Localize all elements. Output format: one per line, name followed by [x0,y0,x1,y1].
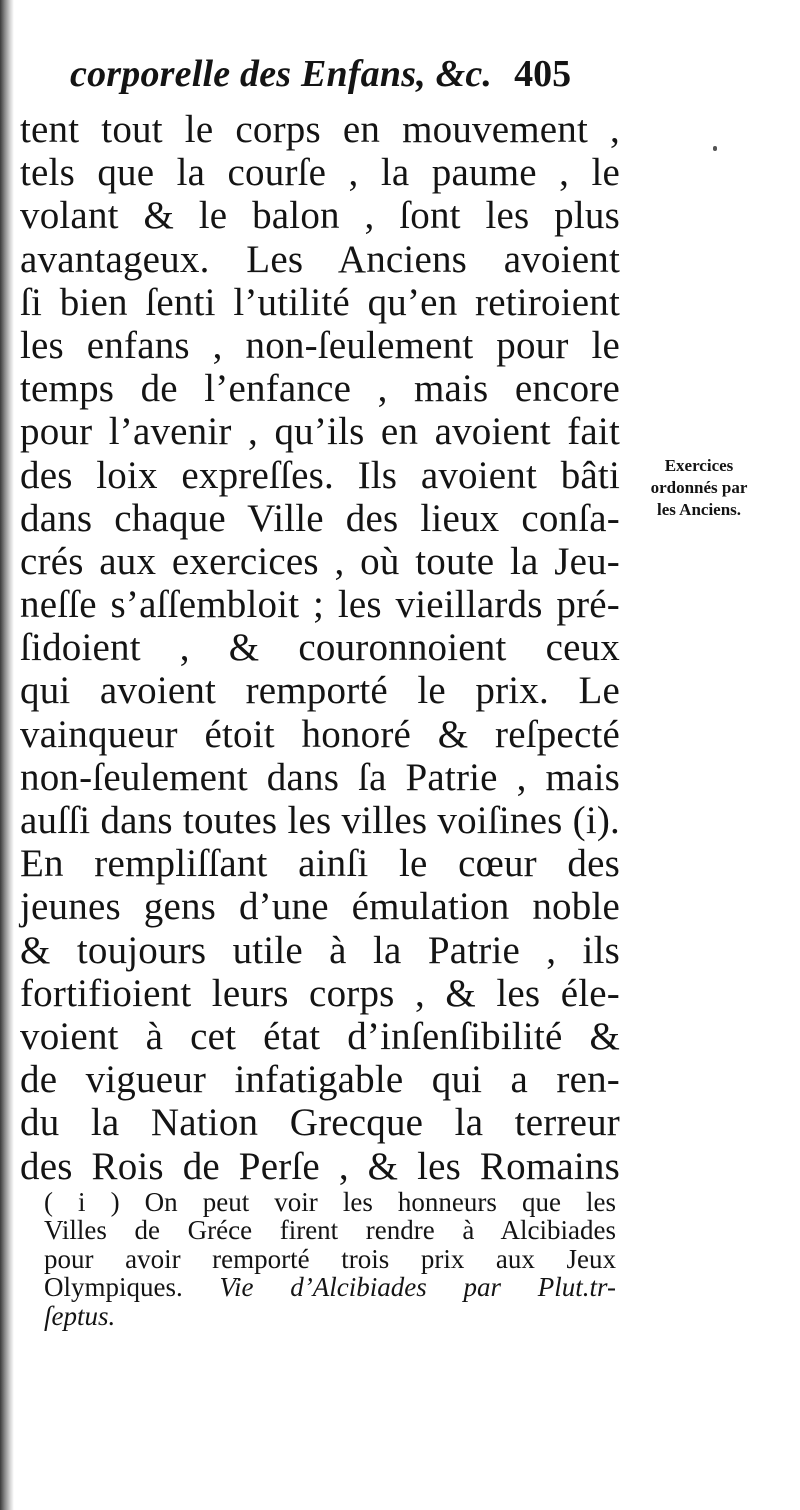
margin-note-line: ordonnés par [650,478,748,497]
text-line: de vigueur infatigable qui a ren- [20,1058,620,1102]
text-line: ſi bien ſenti l’utilité qu’en retiroient [20,280,620,324]
text-line: tels que la courſe , la paume , le [20,151,620,195]
text-line: des loix expreſſes. Ils avoient bâti [20,453,620,497]
body-text [20,108,620,1188]
footnote-citation: Vie d’Alcibiades par Plut.tr- [219,1272,617,1303]
text-line: des Rois de Perſe , & les Romains [20,1144,620,1188]
text-line: qui avoient remporté le prix. Le [20,669,620,713]
footnote-line: pour avoir remporté trois prix aux Jeux [44,1243,616,1274]
text-line: fortifioient leurs corps , & les éle- [20,971,620,1015]
text-line: jeunes gens d’une émulation noble [20,885,620,929]
text-line: auſſi dans toutes les villes voiſines (i). [20,799,620,842]
text-line: neſſe s’aſſembloit ; les vieillards pré- [20,583,620,627]
text-line: temps de l’enfance , mais encore [20,367,620,411]
footnote-citation-tail: ſeptus. [44,1300,116,1331]
text-line: les enfans , non-ſeulement pour le [20,323,620,367]
footnote [44,1188,616,1330]
text-line: volant & le balon , ſont les plus [20,194,620,238]
text-line: En rempliſſant ainſi le cœur des [20,842,620,886]
print-speck [713,146,717,151]
page-edge-shadow [0,0,14,1510]
text-line: pour l’avenir , qu’ils en avoient fait [20,410,620,454]
page-header [70,52,590,108]
margin-note-line: Exercices [664,456,734,475]
text-line: avantageux. Les Anciens avoient [20,237,620,281]
text-line: du la Nation Grecque la terreur [20,1101,620,1145]
footnote-line [44,1273,616,1301]
running-head: corporelle des Enfans, &c. [70,53,493,95]
text-line: voient à cet état d’inſenſibilité & [20,1014,620,1058]
text-line: ſidoient , & couronnoient ceux [20,626,620,670]
page-number: 405 [514,53,572,95]
footnote-line: Villes de Gréce firent rendre à Alcibiades [44,1215,616,1246]
footnote-text: Olympiques. [44,1272,183,1303]
margin-note-line: les Anciens. [656,500,742,519]
text-line: tent tout le corps en mouvement , [20,108,620,151]
margin-note [636,455,762,521]
text-line: vainqueur étoit honoré & reſpecté [20,712,620,756]
footnote-line: ( i ) On peut voir les honneurs que les [44,1187,616,1217]
text-line: non-ſeulement dans ſa Patrie , mais [20,755,620,799]
text-line: dans chaque Ville des lieux conſa- [20,496,620,540]
text-line: crés aux exercices , où toute la Jeu- [20,539,620,583]
text-line: & toujours utile à la Patrie , ils [20,928,620,972]
